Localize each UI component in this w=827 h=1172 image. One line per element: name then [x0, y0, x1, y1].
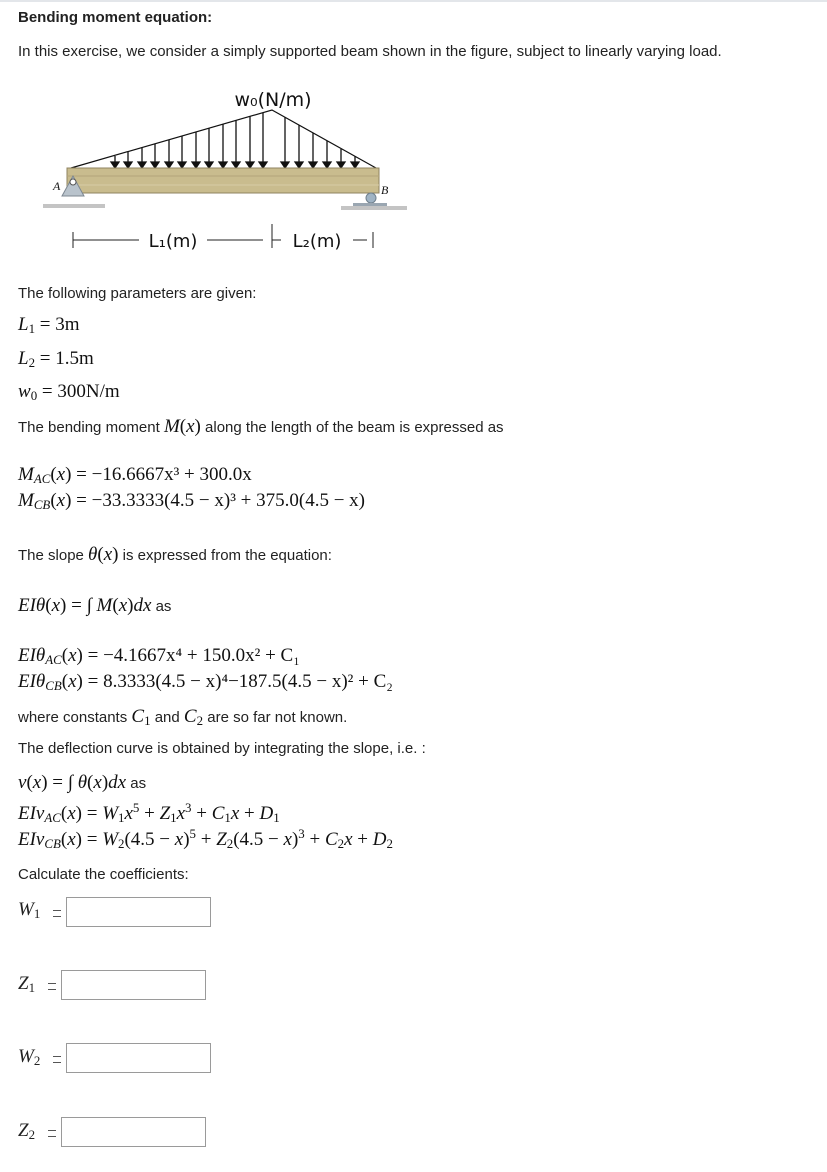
- moment-intro-post: along the length of the beam is expressed as: [205, 419, 504, 436]
- top-border: [0, 0, 827, 2]
- answer-label-z2: $Z_2$: [18, 1120, 36, 1143]
- slope-cb-rhs: 8.3333(4.5 − x)⁴−187.5(4.5 − x)² + C₂: [103, 671, 393, 692]
- dim-l1-label: L₁(m): [148, 231, 198, 252]
- slope-intro: The slope θ(x) is expressed from the equation:: [18, 544, 332, 565]
- deflection-integral-eq: v(x) = ∫ θ(x)dx as: [18, 772, 147, 793]
- moment-intro: The bending moment M(x) along the length of the beam is expressed as: [18, 416, 504, 437]
- heading: Bending moment equation:: [18, 9, 213, 26]
- equals-sign: [48, 1130, 56, 1137]
- slope-integral-eq: EIθ(x) = ∫ M(x)dx as: [18, 595, 172, 616]
- moment-cb-rhs: −33.3333(4.5 − x)³ + 375.0(4.5 − x): [91, 490, 366, 511]
- slope-eq-suffix: as: [155, 598, 172, 615]
- slope-ac-rhs: −4.1667x⁴ + 150.0x² + C₁: [103, 645, 300, 666]
- moment-cb-eq: $M_{CB}(x) = -33.3333(4.5 - x)^3 + 375.0(4.5 - x)$: [18, 490, 366, 513]
- constants-note-mid: and: [154, 709, 180, 726]
- params-intro: The following parameters are given:: [18, 285, 257, 302]
- support-b-label: B: [381, 183, 389, 197]
- beam: [67, 168, 379, 193]
- intro-text: In this exercise, we consider a simply supported beam shown in the figure, subject to linearly varying load.: [18, 43, 722, 60]
- equals-sign: [53, 1056, 61, 1063]
- param-l2-value: 1.5m: [55, 348, 94, 369]
- beam-figure: [35, 72, 426, 261]
- equals-sign: [48, 983, 56, 990]
- slope-intro-post: is expressed from the equation:: [122, 547, 332, 564]
- deflection-intro: The deflection curve is obtained by integrating the slope, i.e. :: [18, 740, 426, 757]
- answer-input-z2[interactable]: [61, 1117, 206, 1147]
- moment-intro-pre: The bending moment: [18, 419, 160, 436]
- slope-ac-eq: EIθ$_{AC}$(x) = −4.1667x⁴ + 150.0x² + C₁: [18, 645, 300, 668]
- answer-label-w2: $W_2$: [18, 1046, 41, 1069]
- deflection-cb-eq: $EIv_{CB}(x) = W_2(4.5 - x)^5 + Z_2(4.5 - x)^3 + C_2x + D_2$: [18, 825, 393, 852]
- roller-support-b: [341, 193, 407, 210]
- answer-label-w1: $W_1$: [18, 899, 41, 922]
- constants-note: where constants $C_1$ and $C_2$ are so far not known.: [18, 706, 348, 729]
- beam-diagram: [35, 72, 426, 261]
- param-w0-value: 300N/m: [57, 381, 120, 402]
- moment-ac-rhs: −16.6667x³ + 300.0x: [91, 464, 252, 485]
- answer-input-z1[interactable]: [61, 970, 206, 1000]
- load-label: w₀(N/m): [234, 89, 312, 111]
- param-w0: $w_0 = 300N/m$: [18, 381, 120, 404]
- constants-note-post: are so far not known.: [207, 709, 348, 726]
- slope-intro-pre: The slope: [18, 547, 84, 564]
- calc-prompt: Calculate the coefficients:: [18, 866, 189, 883]
- constants-note-pre: where constants: [18, 709, 128, 726]
- answer-input-w1[interactable]: [66, 897, 211, 927]
- moment-ac-eq: $M_{AC}(x) = -16.6667x^3 + 300.0x$: [18, 464, 252, 487]
- param-l1-value: 3m: [55, 314, 80, 335]
- slope-cb-eq: EIθ$_{CB}$(x) = 8.3333(4.5 − x)⁴−187.5(4.5 − x)² + C₂: [18, 671, 393, 694]
- param-l1: $L_1 = 3m$: [18, 314, 80, 337]
- deflection-ac-eq: $EIv_{AC}(x) = W_1x^5 + Z_1x^3 + C_1x + D_1$: [18, 799, 280, 826]
- dim-l2-label: L₂(m): [292, 231, 342, 252]
- equals-sign: [53, 910, 61, 917]
- answer-label-z1: $Z_1$: [18, 973, 36, 996]
- support-a-label: A: [53, 179, 61, 193]
- param-l2: $L_2 = 1.5m$: [18, 348, 94, 371]
- answer-input-w2[interactable]: [66, 1043, 211, 1073]
- deflection-eq-suffix: as: [130, 775, 147, 792]
